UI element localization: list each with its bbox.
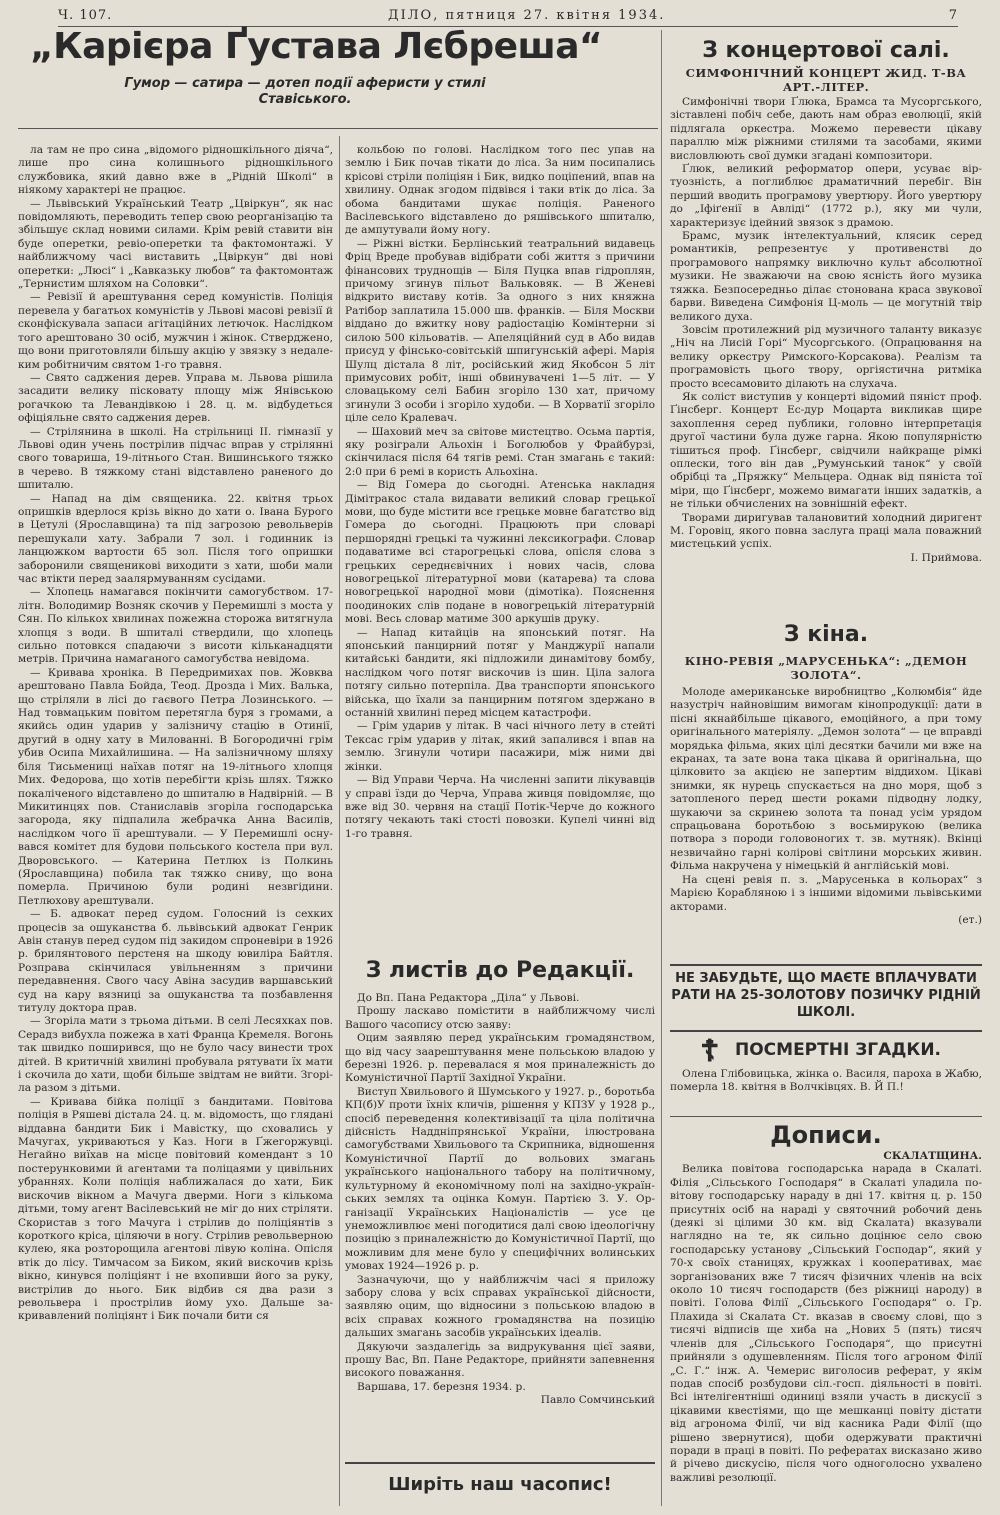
concert-paragraph: Зовсім протилежний рід музичного таланту виказує „Ніч на Лисій Горі“ Мусоргського. (Опрацювання на велику оркестру Римского-Корсакова). Реалізм та програмовість цього твору, оргіястична ритміка просто всесамовито ділають на слухача.	[670, 323, 982, 390]
cinema-paragraph: Молоде американське виробництво „Колюмбія“ йде назустріч найновішим вимогам кінопродукції: дати в пісні якнайбільше цікавого, емоційного, а при тому оригінального матеріялу. „Демон золота“ — це вправді морядька фільма, яких цілі десятки бачили ми вже на екранах, та зате вона така цікава й оригінальна, що цілковито за акцією не запертим віддихом. Цікаві знимки, як нурець спускається на дно моря, щоб з затопленого перед шести роками підводну лодку, шукаючи за скринею золота та понад усім урядом спрацьована боротьбою з восьмирукою (велика потвора з породи головоногих т. зв. мутняк). Вкінці незвичайно гарні колірові світлини морських живин. Фільма накручена у німецькій й англійській мові.	[670, 686, 982, 873]
headline-rule	[18, 128, 658, 129]
concert-paragraph: Творами диригував талановитий холодний диригент М. Горовіц, якого повна заслуга праці мала поважний мистецький успіх.	[670, 511, 982, 551]
letter-paragraph: Прошу ласкаво помістити в найближчому числі Вашого часопису отсю заяву:	[345, 1005, 655, 1031]
reports-section	[670, 1150, 982, 1510]
news-item: — Кривава бійка поліції з бандитами. Повітова поліція в Ряшеві дістала 24. ц. м. відомость, що гляданi віддавна бандити Бик і Мавістку, що сховались у Мачугах, укриваються у Каз. Ноги в Ґжегоржувці. Негайно виїхав на місце повітовий комендант з 10 постерунковими й агентами та поліцаями у цивільних убраннях. Коли поліція наближалася до хати, Бик вискочив вікном а Мачуга дверми. Ноги з кількома дітьми, тому агент Васілевський не міг до них стріляти. Скористав з того Мачуга і стрілив до поліціянтів з короткого кріса, ціляючи в ногу. Стрілив револьверною кулею, яка розторощила агентові лівую коліна. Опісля втік до лісу. Тимчасом за Биком, який вискочив крізь вікно, кинувся поліціянт і не вхопивши його за руку, вистрілив до нього. Бик відбив ся два рази з револьвера і прострілив йому ухо. Дальше закривавлений поліціянт і Бик почали бити ся	[18, 1095, 333, 1323]
footer-slogan: Ширіть наш часопис!	[345, 1462, 655, 1495]
concert-paragraph: Ґлюк, великий реформатор опери, усуває віртуозність, а поглиблює драматичний перебіг. Він перший вводить програмову увертюру. Його увертюру до „Іфіґенії в Авліді“ (1772 р.), яку ми чули, характеризує ідейний звязок з драмою.	[670, 163, 982, 229]
concert-paragraph: Брамс, музик інтелектуальний, клясик серед романтиків, репрезентує у противенстві до програмового напрямку виключно культ абсолютної музики. Не зважаючи на свою ясність його музика тяжка. Безпосередньо ділає стонована краса звукової барви. Виведена Симфонія Ц-моль — це могутній твір великого духа.	[670, 230, 982, 323]
letter-place-date: Варшава, 17. березня 1934. р.	[357, 1380, 526, 1393]
news-column-middle	[345, 144, 655, 954]
cinema-title: З кіна.	[783, 622, 869, 647]
cinema-subtitle: КІНО-РЕВІЯ „МАРУСЕНЬКА“: „ДЕМОН ЗОЛОТА“.	[684, 654, 968, 682]
obituary-text	[670, 1068, 982, 1110]
obituary-entry: Олена Глібовицька, жінка о. Василя, пароха в Жабю, померла 18. квітня в Волчківцях. В. Й П.!	[670, 1068, 982, 1094]
letters-addressee: До Вп. Пана Редактора „Діла“ у Львові.	[357, 992, 580, 1004]
concert-subtitle: СИМФОНІЧНИЙ КОНЦЕРТ ЖИД. Т-ВА АРТ.-ЛІТЕР.	[685, 66, 967, 94]
news-item: — Від Гомера до сьогодні. Атенська накладня Дімітракос стала видавати великий словар грецької мови, що буде містити все грецьке мовне багатство від Гомера до сьогодні. Працюють при словарі першорядні грецькі та чужинні лексикографи. Словар подаватиме всі старогрецькі слова, опісля слова з грецьких середнєвічних і нових часів, слова новогрецької літературної мови (катарева) та слова новогрецької народної мови (дімотіка). Пояснення поодиноких слів подане в новогрецькій літературній мові. Весь словар матиме 300 аркушів друку.	[345, 479, 655, 626]
letters-title: З листів до Редакції.	[365, 958, 635, 983]
news-item: ла там не про сина „відомого рідношкільного діяча“, лише про сина колишнього рідношкільного службовика, який давно вже в „Рідній Школі“ в ніякому характері не працює.	[18, 144, 333, 197]
letter-paragraph: Оцим заявляю перед українським громадянством, що від часу заарештування мене польською владою у березні 1926. р. перевалася я моя приналежність до Комуністичної Партії Західної України.	[345, 1032, 655, 1085]
report-paragraph: Велика повітова господарська нарада в Скалаті. Філія „Сільського Господаря“ в Скалаті уладила повітову господарську нараду в дні 17. квітня ц. р. 150 присутніх осіб на нараді у святочний робочий день (деякі зі цілими 30 км. від Скалата) вказували наглядно на те, як сильно доцінює село свою господарську установу „Сільський Господар“, який у 70-х своїх станицях, кружках і кооперативах, має зорганізованих вже 7 тисяч фізичних членів на всіх около 10 тисяч господарств (без ріжниці народу) в повіті. Голова Філії „Сільського Господаря“ о. Гр. Плахида зі Скалата Ст. вказав в своєму слові, що з тисячі відписів ще хиба на „Нових 5 (пять) тисяч членів для „Сільського Господаря“, що присутні прийняли з одушевленням. Після того агроном Філії „С. Г.“ інж. А. Чемерис виголосив реферат, у якім подав спосіб розбудови сіл.-госп. діяльності в повіті. Всі інтелігентніші одиниці взяли участь в дискусії з цікавими квестіями, що ще мешканці повіту дістати від агронома Філії, чи від касника Ради Філії (що рішено звернутися), щоби одержувати практичні поради в праці в повіті. По рефератах висказано живо й річево дискусію, після чого одноголосно ухвалено важливі резолюції.	[670, 1163, 982, 1484]
page-number: 7	[948, 8, 958, 23]
news-item: — Б. адвокат перед судом. Голосний із сехких процесів за ошуканства б. львівський адвокат Генрик Авін станув перед судом під закидом спроневіри в 1926 р. брилянтового перстеня на шкоду ювиліра Байтля. Розправа скінчилася увільненням з причини передавнення. Свого часу Авіна засудив варшавський суд на кару вязниці за ошуканства та позбавлення титулу доктора прав.	[18, 908, 333, 1014]
news-item: — Ріжні вістки. Берлінський театральний видавець Фріц Вреде пробував відібрати собі життя з причини фінансових труднощів — Біля Пуцка впав гідроплян, причому згинув пільот Вальковяк. — В Женеві відкрито виставу котів. За одного з них княжна Ратібор заплатила 15.000 шв. франків. — Біля Москви віддано до вжитку нову радіостацію Комінтерни зі силою 500 кільоватів. — Апеляційний суд в Або видав присуд у фінсько-совітській шпигунській афері. Марія Шулц дістала 8 літ, російський жид Якобсон 5 літ примусових робіт, інші обвинувачені 1—5 літ. — У словацькому селі Бабин згоріло 130 хат, причому згинули 3 особи і згоріло худоби. — В Хорватії згоріло ціле село Кралевач.	[345, 237, 655, 425]
concert-signature: І. Приймова.	[910, 551, 982, 564]
paper-dateline: ДІЛО, пятниця 27. квітня 1934.	[388, 8, 666, 23]
news-item: — Згоріла мати з трьома дітьми. В селі Лесяхках пов. Серадз вибухла пожежа в хаті Франца Кремеля. Вогонь так швидко поширився, що не було часу винести трох дітей. В критичній хвилині пробувала рятувати їх мати і скочила до хати, щоби більше звідтам не вийти. Згоріла разом з дітьми.	[18, 1015, 333, 1095]
column-divider-2	[661, 30, 662, 1506]
cinema-paragraph: На сцені ревія п. з. „Марусенька в кольорах“ з Марією Корабляною і з іншими відомими львівськими акторами.	[670, 873, 982, 913]
news-item: — Свято саджения дерев. Управа м. Львова рішила засадити велику пісковату площу між Янівською рогачкою та Левандівкою і 28. ц. м. відбудеться офіціяльне свято саджения дерев.	[18, 371, 333, 425]
letters-section	[345, 992, 655, 1452]
concert-paragraph: Симфонічні твори Ґлюка, Брамса та Мусоргського, зіставлені побіч себе, дають нам образ еволюції, якій підлягала оркестра. Можемо перевести цікаву параллю між ріжними стилями та засобами, якими висловлюють свої думки згадані композитори.	[670, 96, 982, 162]
news-item: — Шаховий меч за світове мистецтво. Осьма партія, яку розіграли Альохін і Боголюбов у Фрайбурзі, скінчилася після 64 тягів ремі. Стан змагань є такий: 2:0 при 6 ремі в користь Альохіна.	[345, 425, 655, 478]
column-divider-1	[339, 136, 340, 1506]
news-item: — Напад китайців на японський потяг. На японський панцирний потяг у Манджурії напали китайські бандити, які підложили динамітову бомбу, наслідком чого потяг вискочив із шин. Ціла залога потягу сильно потерпіла. Два транспорти японського війська, що їхали за панцирним потягом здержано в останній хвилині перед місцем катастрофи.	[345, 626, 655, 720]
reports-title: Дописи.	[670, 1116, 982, 1149]
letter-signature: Павло Сомчинський	[540, 1394, 655, 1407]
news-item: — Львівський Український Театр „Цвіркун“, як нас повідомляють, переводить тепер свою реорганізацію та збільшує склад новими силами. Крім ревій ставити він буде оперетки, ревіо-оперетки та фактомонтажі. У найближчому часі виставить „Цвіркун“ дві нові оперетки: „Люсі“ і „Кавказьку любов“ та фактомонтаж „Тернистим шляхом на Соловки“.	[18, 197, 333, 291]
news-column-left	[18, 144, 333, 1514]
letter-paragraph: Виступ Хвильового й Шумського у 1927. р., боротьба КП(б)У проти їхніх кличів, рішення у КПЗУ у 1928 р., спосіб переведення колективізації та ціла політична дійсність Наддніпрянської України, ілюстрована самогубствами Хвильового та Скрипника, відношення Комуністичної Партії до вольових змагань українського національного табору на політичному, культурному й економічному полі на західно-українських землях та оцінка Комун. Партією З. У. Організації Українських Націоналістів — усе це унеможливлює мені погодитися далі свою ідеологічну позицію з приналежністю до Комуністичної Партії, що можливим для мене було у специфічних волинських умовах 1924—1926 р. р.	[345, 1085, 655, 1273]
news-item: — Кривава хроніка. В Передримихах пов. Жовква арештовано Павла Бойда, Теод. Дрозда і Мих. Валька, що стріляли в лісі до гаєвого Петра Лозинського. — Над товмацьким повітом перетягла буря з громами, а якийсь один ударив у залізничу стацію в Отинії, другий в одну хату в Милованні. В Богородичні грім убив Осипа Михайлишина. — На залізничному шляху біля Тисьмениці наїхав потяг на 19-літнього хлопця Мих. Федорова, що хотів перебігти крізь шлях. Тяжко покаліченого відставлено до шпиталю в Надвірній. — В Микитинцях пов. Станиславів згоріла господарська загорода, яку підпалила жебрачка Анна Василів, наслідком чого її арештували. — У Перемишлі оснувався комітет для будови польського костела при вул. Дворовського. — Катерина Петлюх із Полкинь (Ярославщина) побила так тяжко сниву, що вона померла. Причиною були родині незвгідини. Петлюхову арештували.	[18, 666, 333, 907]
letter-paragraph: Зазначуючи, що у найближчім часі я приложу забору слова у всіх справах української дійсности, заявляю оцим, що відносини з польською владою в всіх справах кожного громадянства на позицію дальших змагань засобів українських ідеалів.	[345, 1273, 655, 1340]
news-item: — Хлопець намагався покінчити самогубством. 17-літн. Володимир Возняк скочив у Перемишлі з моста у Сян. По кількох хвилинах пожежна сторожа витягнула хлопця з води. В шпиталі ствердили, що хлопець сильно потовкся спадаючи з висоти кільканадцяти метрів. Причина намаганого самогубства невідома.	[18, 586, 333, 666]
reports-region: СКАЛАТЩИНА.	[883, 1150, 982, 1162]
news-item: кольбою по голові. Наслідком того пес упав на землю і Бик почав тікати до ліса. За ним посипались крісові стріли поліціян і Бик, видко поціпений, впав на хвилину. Однак згодом підвівся і таки втік до ліса. За обома бандитами шукає поліція. Раненого Васілевського відставлено до ряшівського шпиталю, де ампутували йому ногу.	[345, 144, 655, 237]
cinema-signature: (ет.)	[958, 913, 982, 926]
news-item: — Грім ударив у літак. В часі нічного лету в стейті Тексас грім ударив у літак, який запалився і впав на землю. Згинули чотири пасажири, між ними дві жінки.	[345, 720, 655, 773]
headline-subtitle: Гумор — сатира — дотеп події аферисти у стилі Ставіського.	[124, 76, 486, 107]
obituary-title: ПОСМЕРТНІ ЗГАДКИ.	[735, 1040, 942, 1060]
page-header	[58, 6, 958, 27]
news-item: — Ревізії й арештування серед комуністів. Поліція перевела у багатьох комуністів у Львові масові ревізії й сконфіскувала запаси агітаційних летючок. Наслідком того арештовано 30 осіб, мужчин і жінок. Стверджено, що вони приготовляли більшу акцію у звязку з недалеким робітничим святом 1-го травня.	[18, 291, 333, 371]
orthodox-cross-icon: ☦	[700, 1034, 720, 1069]
concert-review	[670, 96, 982, 606]
concert-paragraph: Як соліст виступив у концерті відомий пяніст проф. Ґінсберг. Концерт Ес-дур Моцарта викликав щире захоплення серед публики, головно інтерпретація другої частини була дуже гарна. Якою популярністю тішиться проф. Ґінсберг, свідчили найкраще рімкі оплески, того він дав „Румунський танок“ у своїй обрібці та „Пряжку“ Мельцера. Однак від пяніста тої міри, що Ґінсберг, можемо вимагати інших задатків, а не тільки обчислених на зовнішній ефект.	[670, 390, 982, 511]
loan-reminder-box: НЕ ЗАБУДЬТЕ, ЩО МАЄТЕ ВПЛАЧУВАТИ РАТИ НА 25-ЗОЛОТОВУ ПОЗИЧКУ РІДНІЙ ШКОЛІ.	[670, 964, 982, 1032]
news-item: — Стрілянина в школі. На стрільниці II. гімназії у Львові один учень пострілив підчас вправ у стрілянні свого товариша, 19-літнього Стан. Вишинського тяжко в черево. В тяжкому стані відставлено раненого до шпиталю.	[18, 425, 333, 492]
issue-number: Ч. 107.	[58, 8, 113, 23]
cinema-review	[670, 686, 982, 954]
news-item: — Від Управи Черча. На численні запити лікувавців у справі їзди до Черча, Управа живця повідомляє, що вже від 30. червня на стації Потік-Черче до кожного потягу чекають такі стості повозки. Купелі чинні від 1-го травня.	[345, 774, 655, 840]
news-item: — Напад на дім священика. 22. квітня трьох опришків вдерлося крізь вікно до хати о. Івана Бурого в Цетулі (Ярославщина) та під загрозою револьверів перешукали хату. Забрали 7 зол. і годинник із ланцюжком вартости 65 зол. Після того опришки заборонили священикові виходити з хати, шоби мали час втікти перед заалярмуванням сусідами.	[18, 492, 333, 585]
concert-title: З концертової салі.	[702, 38, 950, 63]
letter-paragraph: Дякуючи заздалегідь за видрукування цієї заяви, прошу Вас, Вп. Пане Редакторе, прийняти запевнення високого поважання.	[345, 1340, 655, 1380]
main-headline: „Карієра Ґустава Лєбреша“	[30, 26, 603, 67]
